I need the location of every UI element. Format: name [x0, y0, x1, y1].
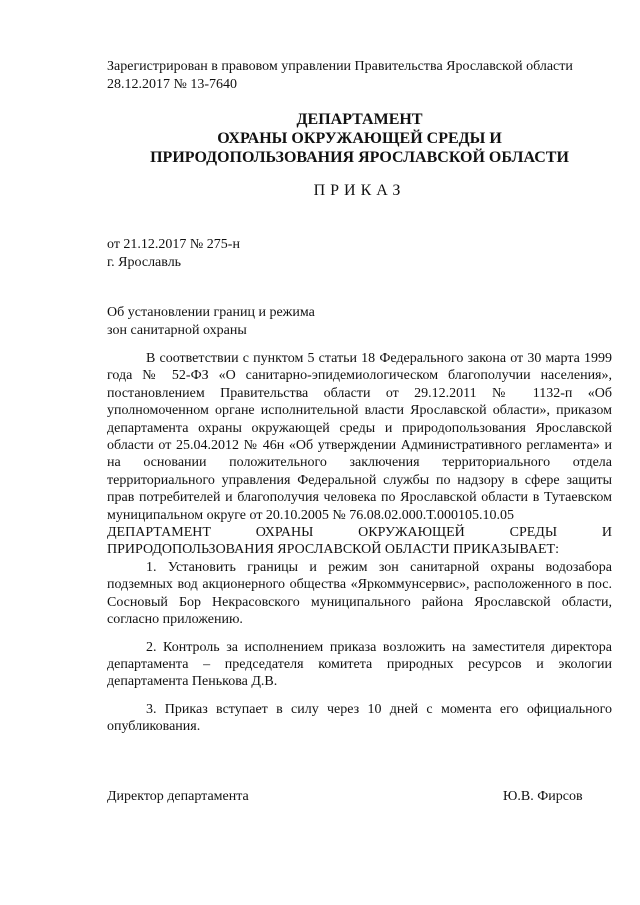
order-item-2: 2. Контроль за исполнением приказа возложить на заместителя директора департамента – председателя комитета природных ресурсов и экологии департамента Пенькова Д.В.	[107, 639, 612, 690]
signature-name: Ю.В. Фирсов	[503, 789, 583, 804]
decree-line-2: ПРИРОДОПОЛЬЗОВАНИЯ ЯРОСЛАВСКОЙ ОБЛАСТИ ПРИКАЗЫВАЕТ:	[107, 542, 559, 558]
registration-note	[107, 58, 612, 94]
order-body	[107, 350, 612, 736]
header-line-3: ПРИРОДОПОЛЬЗОВАНИЯ ЯРОСЛАВСКОЙ ОБЛАСТИ	[150, 149, 569, 166]
registration-line-1: Зарегистрирован в правовом управлении Правительства Ярославской области	[107, 59, 573, 74]
order-date-number: от 21.12.2017 № 275-н	[107, 237, 240, 252]
order-subject	[107, 304, 315, 340]
subject-line-2: зон санитарной охраны	[107, 323, 247, 338]
department-header	[107, 110, 612, 167]
order-item-1: 1. Установить границы и режим зон санитарной охраны водозабора подземных вод акционерного общества «Яркоммунсервис», расположенного в пос. Сосновый Бор Некрасовского муниципального района Ярославской области, согласно приложению.	[107, 559, 612, 628]
order-item-3: 3. Приказ вступает в силу через 10 дней с момента его официального опубликования.	[107, 701, 612, 735]
document-type-title: ПРИКАЗ	[313, 182, 406, 199]
preamble-paragraph: В соответствии с пунктом 5 статьи 18 Федерального закона от 30 марта 1999 года № 52-ФЗ «О санитарно-эпидемиологическом благополучии населения», постановлением Правительства области от 29.12.2011 № 1132-п «Об уполномоченном органе исполнительной власти Ярославской области», приказом департамента охраны окружающей среды и природопользования Ярославской области от 25.04.2012 № 46н «Об утверждении Административного регламента» и на основании положительного заключения территориального отдела территориального управления Федеральной службы по надзору в сфере защиты прав потребителей и благополучия человека по Ярославской области в Тутаевском муниципальном округе от 20.10.2005 № 76.08.02.000.Т.000105.10.05	[107, 351, 612, 523]
subject-line-1: Об установлении границ и режима	[107, 305, 315, 320]
header-line-2: ОХРАНЫ ОКРУЖАЮЩЕЙ СРЕДЫ И	[217, 130, 502, 147]
order-city: г. Ярославль	[107, 255, 182, 270]
registration-line-2: 28.12.2017 № 13-7640	[107, 77, 238, 92]
signature-title: Директор департамента	[107, 789, 249, 804]
decree-line-1: ДЕПАРТАМЕНТ ОХРАНЫ ОКРУЖАЮЩЕЙ СРЕДЫ И	[107, 525, 612, 541]
order-meta	[107, 236, 240, 272]
header-line-1: ДЕПАРТАМЕНТ	[296, 111, 423, 128]
